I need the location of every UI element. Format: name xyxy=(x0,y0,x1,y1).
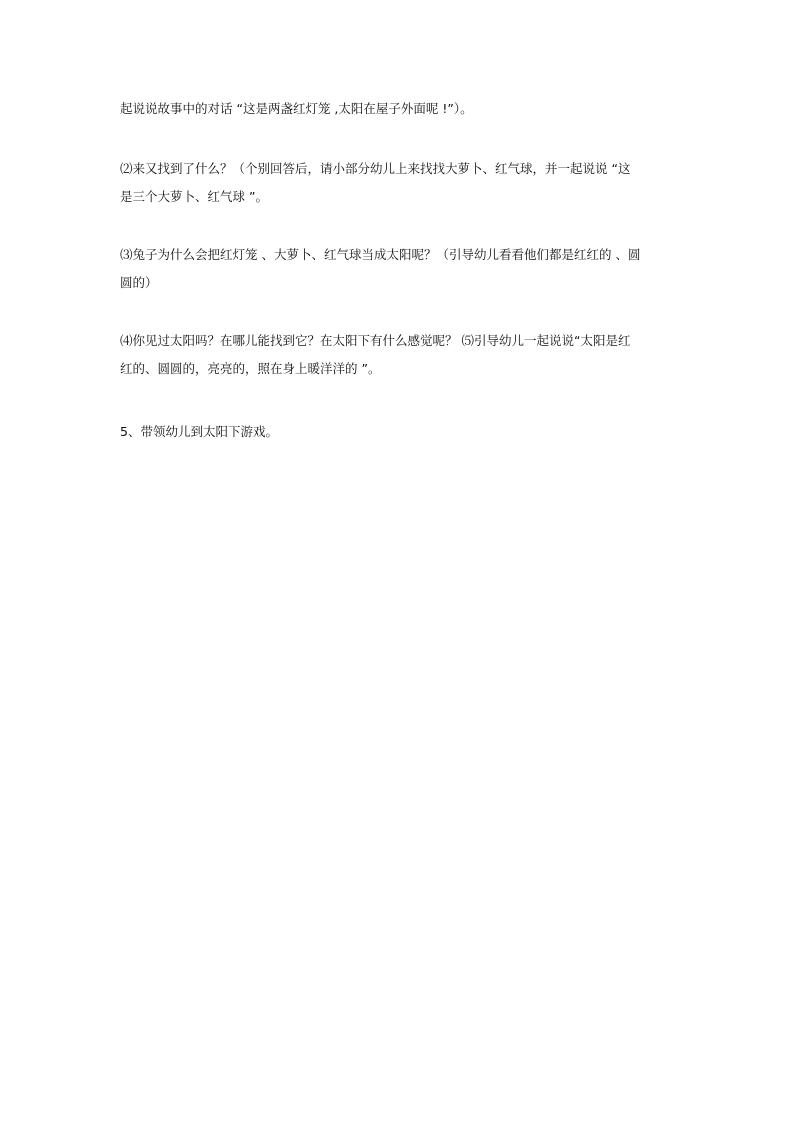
paragraph-line: ⑷你见过太阳吗？在哪儿能找到它？在太阳下有什么感觉呢？ ⑸引导幼儿一起说说“太阳是红 xyxy=(120,333,631,348)
paragraph-question-3 xyxy=(120,241,680,297)
paragraph-line: 圆的） xyxy=(120,275,158,290)
paragraph-line: 红的、圆圆的，亮亮的，照在身上暖洋洋的 ”。 xyxy=(120,361,381,376)
paragraph-line: ⑶兔子为什么会把红灯笼 、大萝卜、红气球当成太阳呢？（引导幼儿看看他们都是红红的 、圆 xyxy=(120,247,641,262)
paragraph-line: 起说说故事中的对话 “这是两盏红灯笼 ,太阳在屋子外面呢 !”）。 xyxy=(120,101,473,116)
paragraph-step-5 xyxy=(120,418,680,446)
paragraph-question-4-5 xyxy=(120,327,680,383)
paragraph-line: ⑵来又找到了什么？（个别回答后，请小部分幼儿上来找找大萝卜、红气球，并一起说说 “这 xyxy=(120,161,631,176)
paragraph-dialogue-recap xyxy=(120,95,680,123)
paragraph-line: 5、带领幼儿到太阳下游戏。 xyxy=(120,424,278,439)
paragraph-line: 是三个大萝卜、红气球 ”。 xyxy=(120,189,268,204)
paragraph-question-2 xyxy=(120,155,680,211)
